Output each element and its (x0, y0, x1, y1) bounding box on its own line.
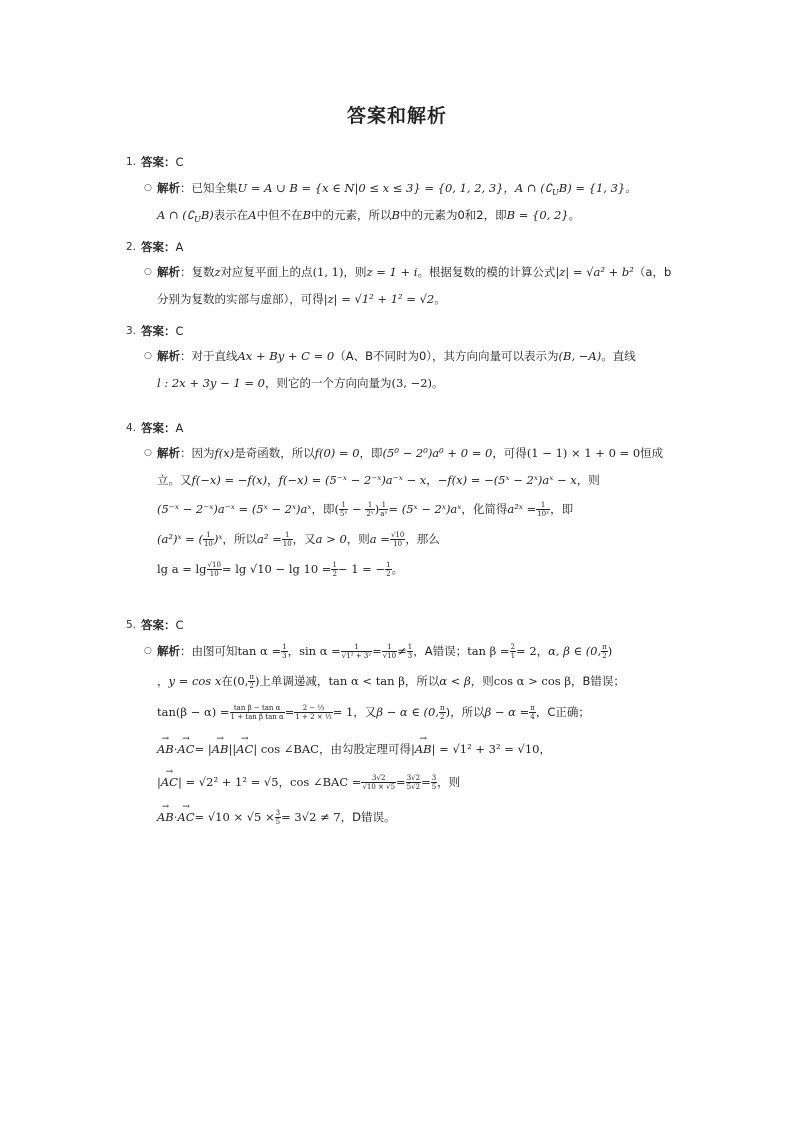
item-number: 1. (126, 156, 137, 168)
analysis-line: tan(β − α) = $\frac{\text{tan β − tan α}}{\text{1 + tan β tan α}}$ = $\frac{\text{2 − ⅓}}{\text{1 + 2 × ⅓}}$ = 1，又β − α ∈ (0, $\frac{\pi}{2}$ )，所以β − α = $\frac{\pi}{4}$ ，C正确； (157, 704, 590, 721)
item-number: 3. (126, 325, 137, 337)
item-number: 4. (126, 422, 137, 434)
analysis-line: 解析：对于直线Ax + By + C = 0（A、B不同时为0），其方向向量可以表示为(B, −A)。直线 (157, 349, 636, 363)
analysis-line: A ∩ $(∁_UB)$表示在A中但不在B中的元素，所以B中的元素为0和2，即B = {0, 2}。 (157, 208, 581, 224)
analysis-line: ，y = cos x在(0, $\frac{\pi}{2}$ )上单调递减，tan α < tan β，所以α < β，则cos α > cos β，B错误； (157, 673, 625, 690)
bullet-icon: ○ (144, 183, 152, 193)
analysis-line: 解析：因为f(x)是奇函数，所以f(0) = 0，即(5⁰ − 2⁰)a⁰ + 0 = 0，可得(1 − 1) × 1 + 0 = 0恒成 (157, 446, 664, 460)
bullet-icon: ○ (144, 351, 152, 361)
bullet-icon: ○ (144, 448, 152, 458)
analysis-line: → AB·→ AC= √10 × √5 × $\frac{3}{5}$ = 3√2 ≠ 7，D错误。 (157, 809, 396, 826)
item-number: 5. (126, 619, 137, 631)
analysis-line: 立。又f(−x) = −f(x)，f(−x) = (5⁻ˣ − 2⁻ˣ)a⁻ˣ − x，−f(x) = −(5ˣ − 2ˣ)aˣ − x，则 (157, 473, 600, 487)
analysis-line: → AB·→ AC= |→ AB||→ AC| cos ∠BAC，由勾股定理可得|→ AB| = √1² + 3² = √10， (157, 741, 551, 757)
analysis-line: (a²)ˣ = ( $\frac{1}{10}$ )ˣ，所以a² = $\frac{1}{10}$ ，又a > 0，则a = $\frac{√10}{10}$ ，那么 (157, 531, 440, 548)
analysis-line: |→ AC| = √2² + 1² = √5，cos ∠BAC = $\frac{3√2}{√10 \times √5}$ = $\frac{3√2}{5√2}$ = $\frac{3}{5}$ ，则 (157, 774, 460, 791)
answer-line: 答案：C (141, 324, 184, 338)
analysis-line: 分别为复数的实部与虚部），可得|z| = √1² + 1² = √2。 (157, 292, 446, 306)
page-title: 答案和解析 (346, 105, 447, 127)
analysis-line: lg a = lg $\frac{√10}{10}$ = lg √10 − lg 10 = $\frac{1}{2}$ − 1 = − $\frac{1}{2}$ 。 (157, 561, 404, 578)
analysis-line: 解析：由图可知tan α = $\frac{1}{3}$ ，sin α = $\frac{1}{\text{√1² + 3²}}$ = $\frac{1}{√10}$ ≠ $\frac{1}{3}$ ，A错误；tan β = $\frac{2}{1}$ = 2，α, β ∈ (0, $\frac{\pi}{2}$ ) (157, 643, 613, 660)
bullet-icon: ○ (144, 646, 152, 656)
analysis-line: 解析：复数z对应复平面上的点(1, 1)，则z = 1 + i。根据复数的模的计算公式|z| = √a² + b²（a，b (157, 265, 672, 279)
analysis-line: l : 2x + 3y − 1 = 0，则它的一个方向向量为(3, −2)。 (157, 376, 444, 390)
answer-line: 答案：A (141, 240, 184, 254)
analysis-line: 解析：已知全集U = A ∪ B = {x ∈ N|0 ≤ x ≤ 3} = {0, 1, 2, 3}，A ∩ $(∁_UB) = \{1$, 3}。 (157, 181, 637, 197)
answer-line: 答案：C (141, 618, 184, 632)
answer-line: 答案：A (141, 421, 184, 435)
bullet-icon: ○ (144, 267, 152, 277)
item-number: 2. (126, 241, 137, 253)
analysis-line: (5⁻ˣ − 2⁻ˣ)a⁻ˣ = (5ˣ − 2ˣ)aˣ，即( $\frac{1}{\text{5ˣ}}$ − $\frac{1}{\text{2ˣ}}$ ) $\frac{1}{\text{aˣ}}$ = (5ˣ − 2ˣ)aˣ，化简得a²ˣ = $\frac{1}{\text{10ˣ}}$ ，即 (157, 501, 574, 518)
answer-line: 答案：C (141, 155, 184, 169)
